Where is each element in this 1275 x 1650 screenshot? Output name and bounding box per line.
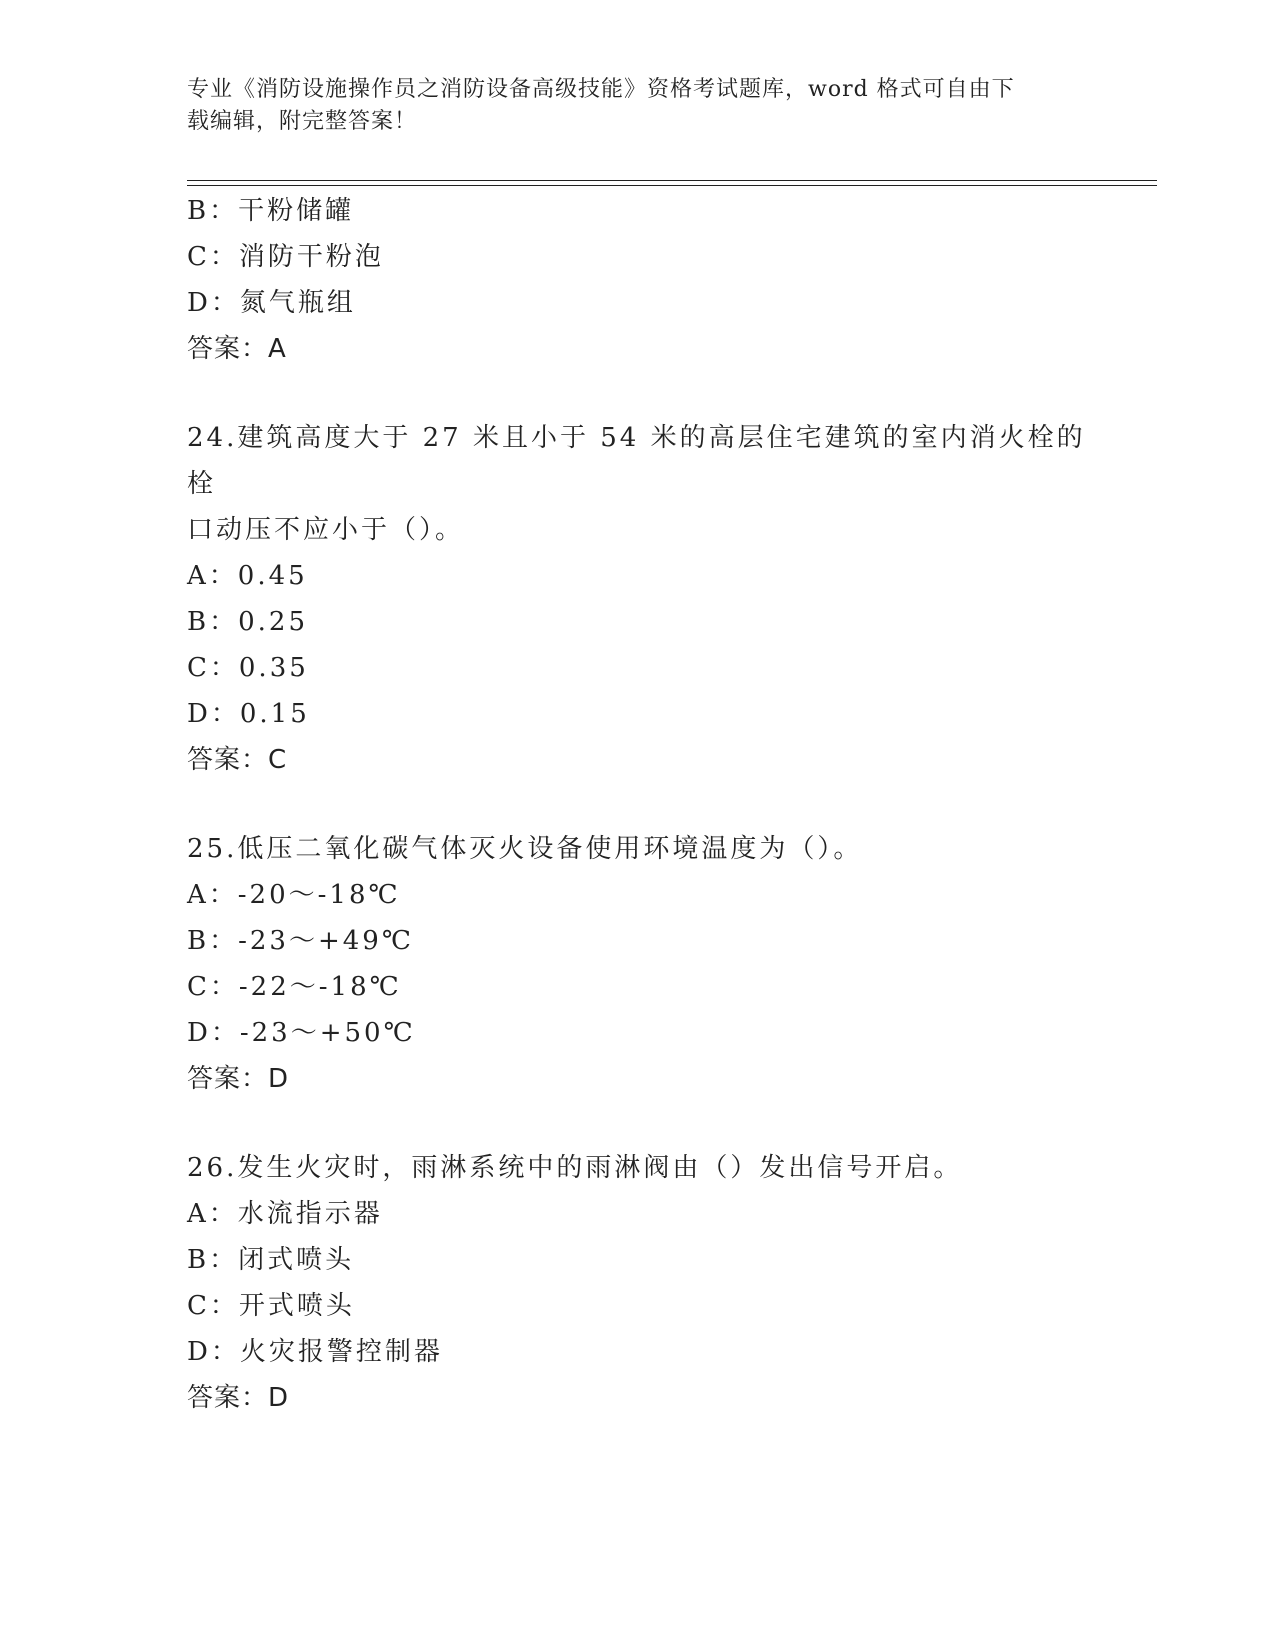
spacer xyxy=(187,372,1087,415)
option-b: B：闭式喷头 xyxy=(187,1245,355,1275)
option-d: D：-23～+50℃ xyxy=(187,1018,416,1048)
question-24 xyxy=(187,415,1087,783)
answer: 答案：D xyxy=(187,1383,290,1413)
question-stem: 25.低压二氧化碳气体灭火设备使用环境温度为（）。 xyxy=(187,834,863,864)
question-26 xyxy=(187,1145,1087,1421)
answer: 答案：C xyxy=(187,745,288,775)
question-stem: 26.发生火灾时，雨淋系统中的雨淋阀由（）发出信号开启。 xyxy=(187,1153,963,1183)
answer: 答案：A xyxy=(187,334,287,364)
question-23 xyxy=(187,188,1087,372)
option-b: B：-23～+49℃ xyxy=(187,926,414,956)
option-a: A：-20～-18℃ xyxy=(187,880,401,910)
option-b: B：0.25 xyxy=(187,607,308,637)
option-d: D：0.15 xyxy=(187,699,310,729)
answer: 答案：D xyxy=(187,1064,290,1094)
question-25 xyxy=(187,826,1087,1102)
question-list xyxy=(187,188,1087,1421)
option-c: C：开式喷头 xyxy=(187,1291,355,1321)
question-stem-line-1: 24.建筑高度大于 27 米且小于 54 米的高层住宅建筑的室内消火栓的栓 xyxy=(187,423,1086,499)
document-header xyxy=(187,74,1067,138)
spacer xyxy=(187,1102,1087,1145)
option-c: C：消防干粉泡 xyxy=(187,242,384,272)
option-d: D：火灾报警控制器 xyxy=(187,1337,443,1367)
header-divider xyxy=(187,180,1157,186)
option-d: D：氮气瓶组 xyxy=(187,288,356,318)
spacer xyxy=(187,783,1087,826)
question-stem-line-2: 口动压不应小于（）。 xyxy=(187,515,465,545)
option-b: B：干粉储罐 xyxy=(187,196,355,226)
header-line-1: 专业《消防设施操作员之消防设备高级技能》资格考试题库，word 格式可自由下 xyxy=(187,77,1015,102)
header-line-2: 载编辑，附完整答案！ xyxy=(187,109,418,134)
option-c: C：-22～-18℃ xyxy=(187,972,402,1002)
option-a: A：水流指示器 xyxy=(187,1199,383,1229)
option-a: A：0.45 xyxy=(187,561,308,591)
option-c: C：0.35 xyxy=(187,653,309,683)
